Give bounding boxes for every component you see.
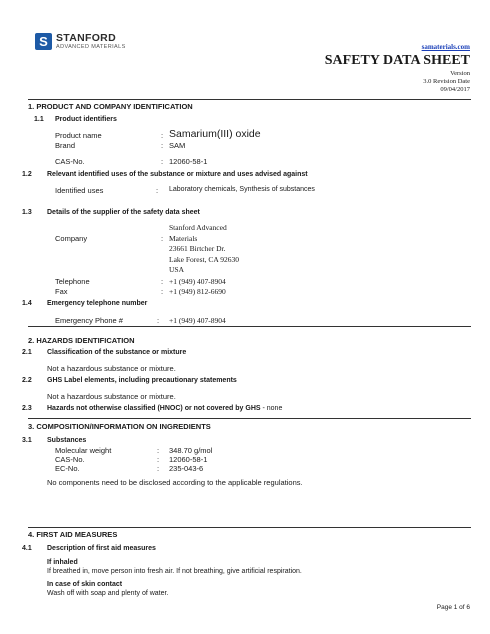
divider xyxy=(28,326,471,327)
page-number: Page 1 of 6 xyxy=(436,604,470,611)
colon: : xyxy=(157,464,160,473)
s22-number: 2.2 xyxy=(22,377,32,384)
s31-number: 3.1 xyxy=(22,437,32,444)
uses-label: Identified uses xyxy=(55,186,104,195)
s12-number: 1.2 xyxy=(22,171,32,178)
s23-number: 2.3 xyxy=(22,405,32,412)
company-address xyxy=(169,223,239,276)
colon: : xyxy=(157,446,160,455)
s22-title: GHS Label elements, including precautionary statements xyxy=(47,377,237,384)
uses-value: Laboratory chemicals, Synthesis of substances xyxy=(169,186,315,193)
skin-title: In case of skin contact xyxy=(47,581,123,588)
section3-note: No components need to be disclosed according to the applicable regulations. xyxy=(47,478,303,487)
product-name-label: Product name xyxy=(55,131,102,140)
emergency-label: Emergency Phone # xyxy=(55,316,123,325)
mw-label: Molecular weight xyxy=(55,446,112,455)
company-line: USA xyxy=(169,265,185,275)
fax-label: Fax xyxy=(55,287,68,296)
emergency-value: +1 (949) 407-8904 xyxy=(169,316,226,325)
colon: : xyxy=(161,157,164,166)
section2-heading: 2. HAZARDS IDENTIFICATION xyxy=(28,336,135,345)
telephone-label: Telephone xyxy=(55,277,90,286)
ec-value: 235-043-6 xyxy=(169,464,204,473)
cas-value: 12060-58-1 xyxy=(169,157,208,166)
logo-s-icon: S xyxy=(39,34,48,49)
cas-label: CAS-No. xyxy=(55,157,85,166)
cas-value: 12060-58-1 xyxy=(169,455,208,464)
section4-heading: 4. FIRST AID MEASURES xyxy=(28,530,118,539)
s31-title: Substances xyxy=(47,437,87,444)
s22-text: Not a hazardous substance or mixture. xyxy=(47,392,176,401)
inhaled-title: If inhaled xyxy=(47,559,78,566)
brand-label: Brand xyxy=(55,141,76,150)
colon: : xyxy=(161,277,164,286)
version-label: Version xyxy=(450,70,470,77)
telephone-value: +1 (949) 407-8904 xyxy=(169,277,226,286)
brand-value: SAM xyxy=(169,141,186,150)
revision-date: 09/04/2017 xyxy=(440,86,470,93)
s11-title: Product identifiers xyxy=(55,116,117,123)
mw-value: 348.70 g/mol xyxy=(169,446,213,455)
company-label: Company xyxy=(55,234,88,243)
s23-line xyxy=(47,405,282,412)
company-line: Lake Forest, CA 92630 xyxy=(169,254,239,264)
ec-label: EC-No. xyxy=(55,464,80,473)
s13-title: Details of the supplier of the safety data sheet xyxy=(47,209,200,216)
s14-number: 1.4 xyxy=(22,300,32,307)
s11-number: 1.1 xyxy=(34,116,44,123)
doc-title: SAFETY DATA SHEET xyxy=(324,53,470,68)
colon: : xyxy=(157,316,160,325)
colon: : xyxy=(161,287,164,296)
colon: : xyxy=(161,141,164,150)
colon: : xyxy=(161,234,164,243)
colon: : xyxy=(161,131,164,140)
skin-text: Wash off with soap and plenty of water. xyxy=(47,590,169,597)
revision-label: 3.0 Revision Date xyxy=(423,78,470,85)
logo-title: STANFORD xyxy=(56,32,116,44)
s41-number: 4.1 xyxy=(22,545,32,552)
section3-heading: 3. COMPOSITION/INFORMATION ON INGREDIENTS xyxy=(28,422,211,431)
s21-number: 2.1 xyxy=(22,349,32,356)
colon: : xyxy=(157,455,160,464)
s23-suffix: - none xyxy=(260,405,283,412)
product-name-value: Samarium(III) oxide xyxy=(169,128,261,140)
s21-text: Not a hazardous substance or mixture. xyxy=(47,364,176,373)
website-link[interactable]: samaterials.com xyxy=(421,43,470,51)
s41-title: Description of first aid measures xyxy=(47,545,156,552)
divider xyxy=(28,99,471,100)
s14-title: Emergency telephone number xyxy=(47,300,148,307)
cas-label: CAS-No. xyxy=(55,455,85,464)
colon: : xyxy=(156,186,159,195)
s13-number: 1.3 xyxy=(22,209,32,216)
company-line: Materials xyxy=(169,233,198,243)
s21-title: Classification of the substance or mixture xyxy=(47,349,187,356)
company-line: Stanford Advanced xyxy=(169,223,227,232)
company-line: 23661 Birtcher Dr. xyxy=(169,244,226,254)
section1-heading: 1. PRODUCT AND COMPANY IDENTIFICATION xyxy=(28,102,193,111)
divider xyxy=(28,527,471,528)
fax-value: +1 (949) 812-6690 xyxy=(169,287,226,296)
divider xyxy=(28,418,471,419)
inhaled-text: If breathed in, move person into fresh air. If not breathing, give artificial respiration. xyxy=(47,568,302,575)
s12-title: Relevant identified uses of the substance or mixture and uses advised against xyxy=(47,171,308,178)
logo-subtitle: ADVANCED MATERIALS xyxy=(56,44,126,50)
s23-title: Hazards not otherwise classified (HNOC) or not covered by GHS xyxy=(47,405,261,412)
